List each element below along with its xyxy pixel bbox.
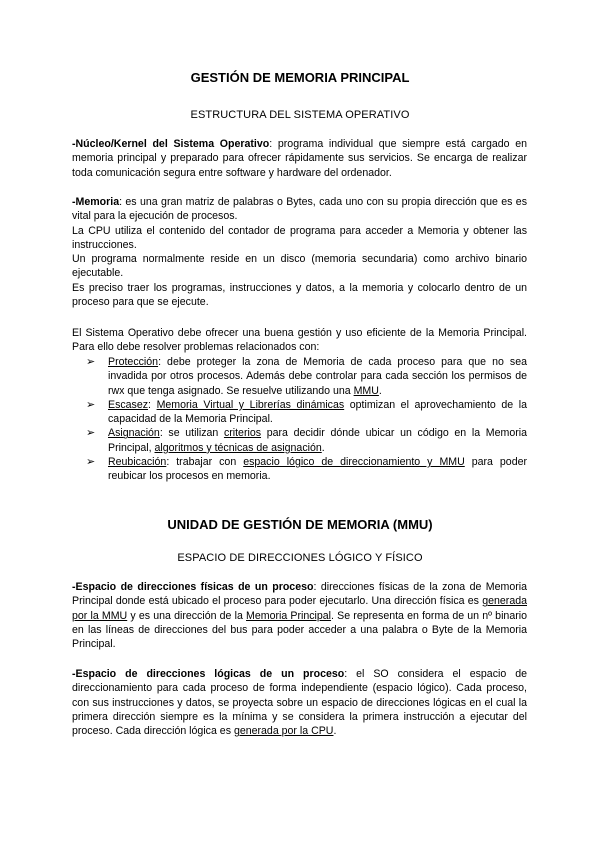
arrow-bullet-icon: ➢	[86, 427, 96, 440]
memoria-term: -Memoria	[72, 196, 120, 208]
memoria-line-cpu: La CPU utiliza el contenido del contador de programa para acceder a Memoria y obtener las instrucciones.	[72, 224, 527, 251]
intro-text: El Sistema Operativo debe ofrecer una buena gestión y uso eficiente de la Memoria Principal. Para ello debe resolver problemas relacionados con:	[72, 327, 527, 354]
main-title: GESTIÓN DE MEMORIA PRINCIPAL	[190, 70, 410, 85]
reubicacion-text-b: para poder reubicar los procesos en memoria.	[108, 456, 528, 483]
memoria-line-programa: Un programa normalmente reside en un disco (memoria secundaria) como archivo binario ejecutable.	[72, 253, 527, 280]
escasez-text: optimizan el aprovechamiento de la capacidad de la Memoria Principal.	[108, 398, 527, 426]
fisicas-term: -Espacio de direcciones físicas de un proceso	[72, 581, 314, 593]
reubicacion-term: Reubicación	[108, 456, 167, 469]
escasez-term: Escasez	[108, 398, 149, 411]
proteccion-term: Protección	[108, 356, 159, 368]
list-item-escasez	[86, 398, 527, 427]
memoria-line-traer: Es preciso traer los programas, instrucciones y datos, a la memoria y colocarlo dentro de un proceso para que se ejecute.	[72, 281, 527, 309]
asignacion-text-b: para decidir dónde ubicar un código en la Memoria Principal,	[108, 427, 527, 454]
escasez-sep: :	[148, 398, 157, 411]
logicas-text-a: : el SO considera el espacio de direccionamiento para cada proceso de forma independiente (espacio lógico). Cada proceso, con sus instrucciones y datos, se proyecta sobre un espacio de direcciones lógicas en el cual la primera dirección siempre es la mínima y se considera la primera instrucción a ejecutar del proceso. Cada dirección lógica es	[72, 668, 527, 738]
proteccion-mmu-link: MMU	[353, 384, 379, 397]
arrow-bullet-icon: ➢	[86, 456, 96, 469]
asignacion-algoritmos-link: algoritmos y técnicas de asignación	[154, 441, 322, 454]
mmu-title: UNIDAD DE GESTIÓN DE MEMORIA (MMU)	[167, 517, 433, 532]
logicas-end: .	[333, 725, 337, 738]
asignacion-end: .	[321, 441, 325, 454]
fisicas-text-c: . Se representa en forma de un nº binario en las líneas de direcciones del bus para poder acceder a una palabra o Byte de la Memoria Principal.	[72, 609, 527, 651]
reubicacion-text-a: : trabajar con	[166, 456, 244, 469]
memoria-text: : es una gran matriz de palabras o Bytes, cada uno con su propia dirección que es es vital para la ejecución de procesos.	[72, 196, 527, 223]
arrow-bullet-icon: ➢	[86, 356, 96, 368]
list-item-reubicacion	[86, 455, 527, 484]
fisicas-paragraph	[72, 580, 527, 651]
proteccion-text: : debe proteger la zona de Memoria de cada proceso para que no sea invadida por otros procesos. Además debe controlar para cada sección los permisos de rwx que tenga asignado. Se resuelve utilizando una	[108, 356, 527, 397]
logicas-paragraph	[72, 667, 527, 738]
reubicacion-link: espacio lógico de direccionamiento y MMU	[243, 456, 465, 469]
problems-list	[86, 355, 527, 484]
intro-paragraph	[72, 326, 527, 355]
memoria-paragraph	[72, 195, 527, 309]
fisicas-mmu-link: generada por la MMU	[72, 595, 527, 622]
proteccion-end: .	[378, 384, 382, 397]
list-item-proteccion	[86, 355, 527, 398]
logicas-term: -Espacio de direcciones lógicas de un proceso	[72, 668, 345, 680]
section-subtitle-structure: ESTRUCTURA DEL SISTEMA OPERATIVO	[190, 109, 410, 121]
fisicas-text-a: : direcciones físicas de la zona de Memoria Principal donde está ubicado el proceso para poder ejecutarlo. Una dirección física es	[72, 581, 527, 608]
list-item-asignacion	[86, 426, 527, 455]
escasez-link: Memoria Virtual y Librerías dinámicas	[156, 398, 345, 411]
fisicas-memoria-link: Memoria Principal	[246, 609, 332, 622]
kernel-term: -Núcleo/Kernel del Sistema Operativo	[72, 138, 270, 150]
arrow-bullet-icon: ➢	[86, 398, 96, 411]
kernel-text: : programa individual que siempre está cargado en memoria principal y preparado para ofrecer rápidamente sus servicios. Se encarga de realizar toda comunicación segura entre software y hardware del ordenador.	[72, 138, 528, 179]
asignacion-criterios-link: criterios	[223, 427, 262, 440]
logicas-cpu-link: generada por la CPU	[233, 725, 334, 738]
section-subtitle-address-space: ESPACIO DE DIRECCIONES LÓGICO Y FÍSICO	[177, 552, 423, 564]
kernel-paragraph	[72, 137, 527, 180]
asignacion-term: Asignación	[108, 427, 160, 440]
fisicas-text-b: y es una dirección de la	[127, 609, 247, 622]
asignacion-text-a: : se utilizan	[159, 427, 224, 440]
